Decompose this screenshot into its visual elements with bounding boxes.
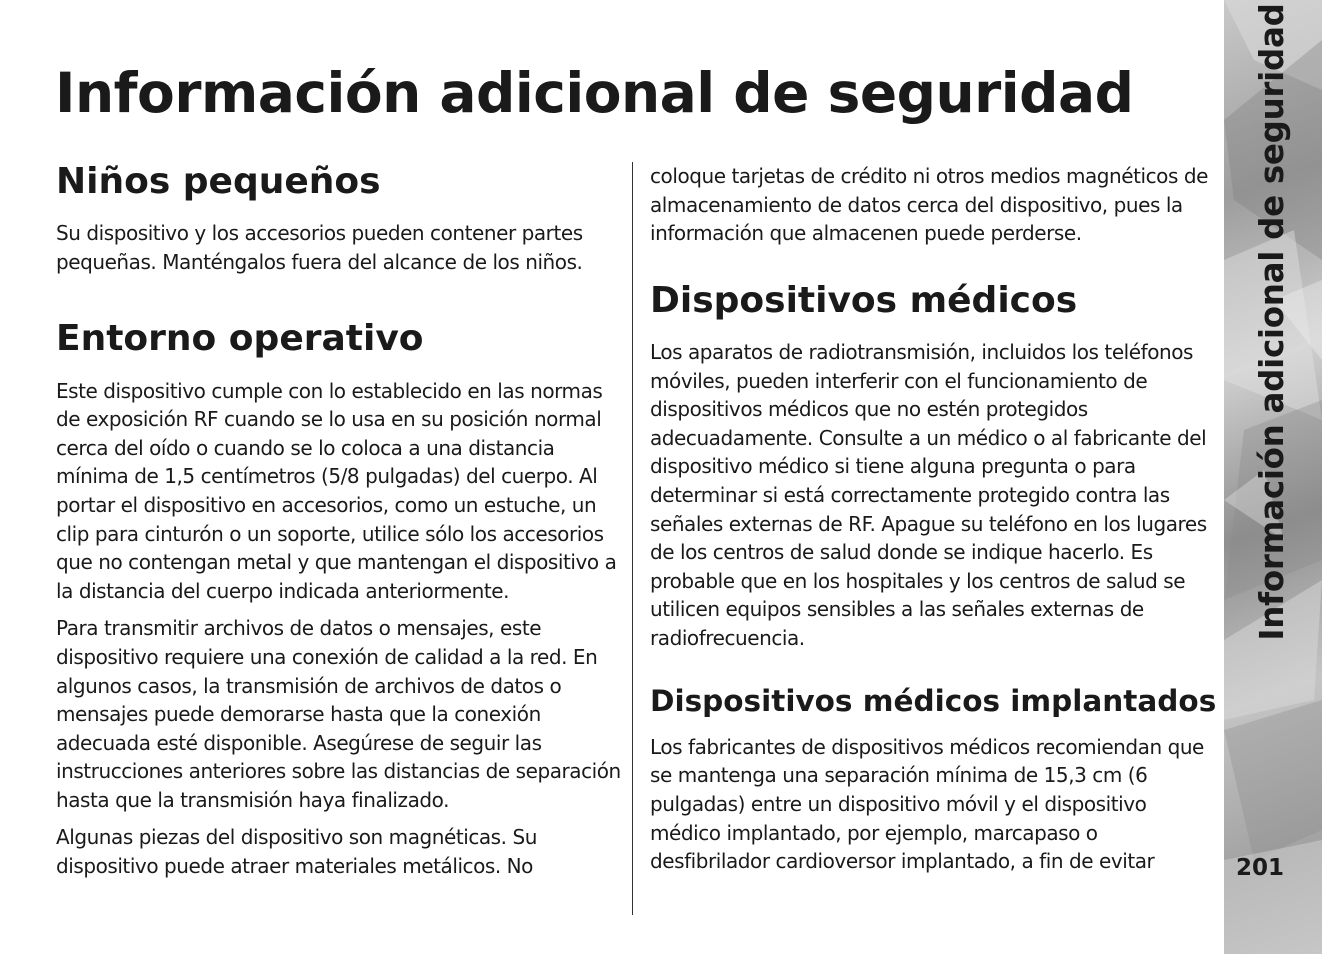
paragraph-entorno-1: Este dispositivo cumple con lo establecido en las normas de exposición RF cuando se lo usa en su posición normal cerca del oído o cuando se lo coloca a una distancia mínima de 1,5 centímetros (5/8 pulgadas) del cuerpo. Al portar el dispositivo en accesorios, como un estuche, un clip para cinturón o un soporte, utilice sólo los accesorios que no contengan metal y que mantengan el dispositivo a la distancia del cuerpo indicada anteriormente.: [56, 378, 617, 603]
left-column: [56, 160, 622, 890]
right-column: [650, 162, 1216, 885]
section-heading-medicos: Dispositivos médicos: [650, 279, 1078, 321]
paragraph-ninos: Su dispositivo y los accesorios pueden contener partes pequeñas. Manténgalos fuera del alcance de los niños.: [56, 221, 583, 274]
paragraph-medicos: Los aparatos de radiotransmisión, incluidos los teléfonos móviles, pueden interferir con el funcionamiento de dispositivos médicos que no estén protegidos adecuadamente. Consulte a un médico o al fabricante del dispositivo médico si tiene alguna pregunta o para determinar si está correctamente protegido contra las señales externas de RF. Apague su teléfono en los lugares de los centros de salud donde se indique hacerlo. Es probable que en los hospitales y los centros de salud se utilicen equipos sensibles a las señales externas de radiofrecuencia.: [650, 339, 1207, 650]
section-heading-implantados: Dispositivos médicos implantados: [650, 683, 1217, 718]
paragraph-implantados: Los fabricantes de dispositivos médicos recomiendan que se mantenga una separación mínima de 15,3 cm (6 pulgadas) entre un dispositivo móvil y el dispositivo médico implantado, por ejemplo, marcapaso o desfibrilador cardioversor implantado, a fin de evitar: [650, 734, 1204, 874]
section-heading-ninos: Niños pequeños: [56, 161, 381, 202]
column-divider: [632, 162, 633, 915]
paragraph-continuation: coloque tarjetas de crédito ni otros medios magnéticos de almacenamiento de datos cerca del dispositivo, pues la información que almacenen puede perderse.: [650, 164, 1208, 246]
paragraph-entorno-3: Algunas piezas del dispositivo son magnéticas. Su dispositivo puede atraer materiales metálicos. No: [56, 825, 537, 879]
page-number: 201: [1236, 855, 1285, 881]
section-heading-entorno: Entorno operativo: [56, 318, 424, 360]
sidebar-chapter-title: Información adicional de seguridad: [1253, 3, 1291, 641]
paragraph-entorno-2: Para transmitir archivos de datos o mensajes, este dispositivo requiere una conexión de calidad a la red. En algunos casos, la transmisión de archivos de datos o mensajes puede demorarse hasta que la conexión adecuada esté disponible. Asegúrese de seguir las instrucciones anteriores sobre las distancias de separación hasta que la transmisión haya finalizado.: [56, 616, 621, 812]
page-title: Información adicional de seguridad: [55, 61, 1134, 125]
